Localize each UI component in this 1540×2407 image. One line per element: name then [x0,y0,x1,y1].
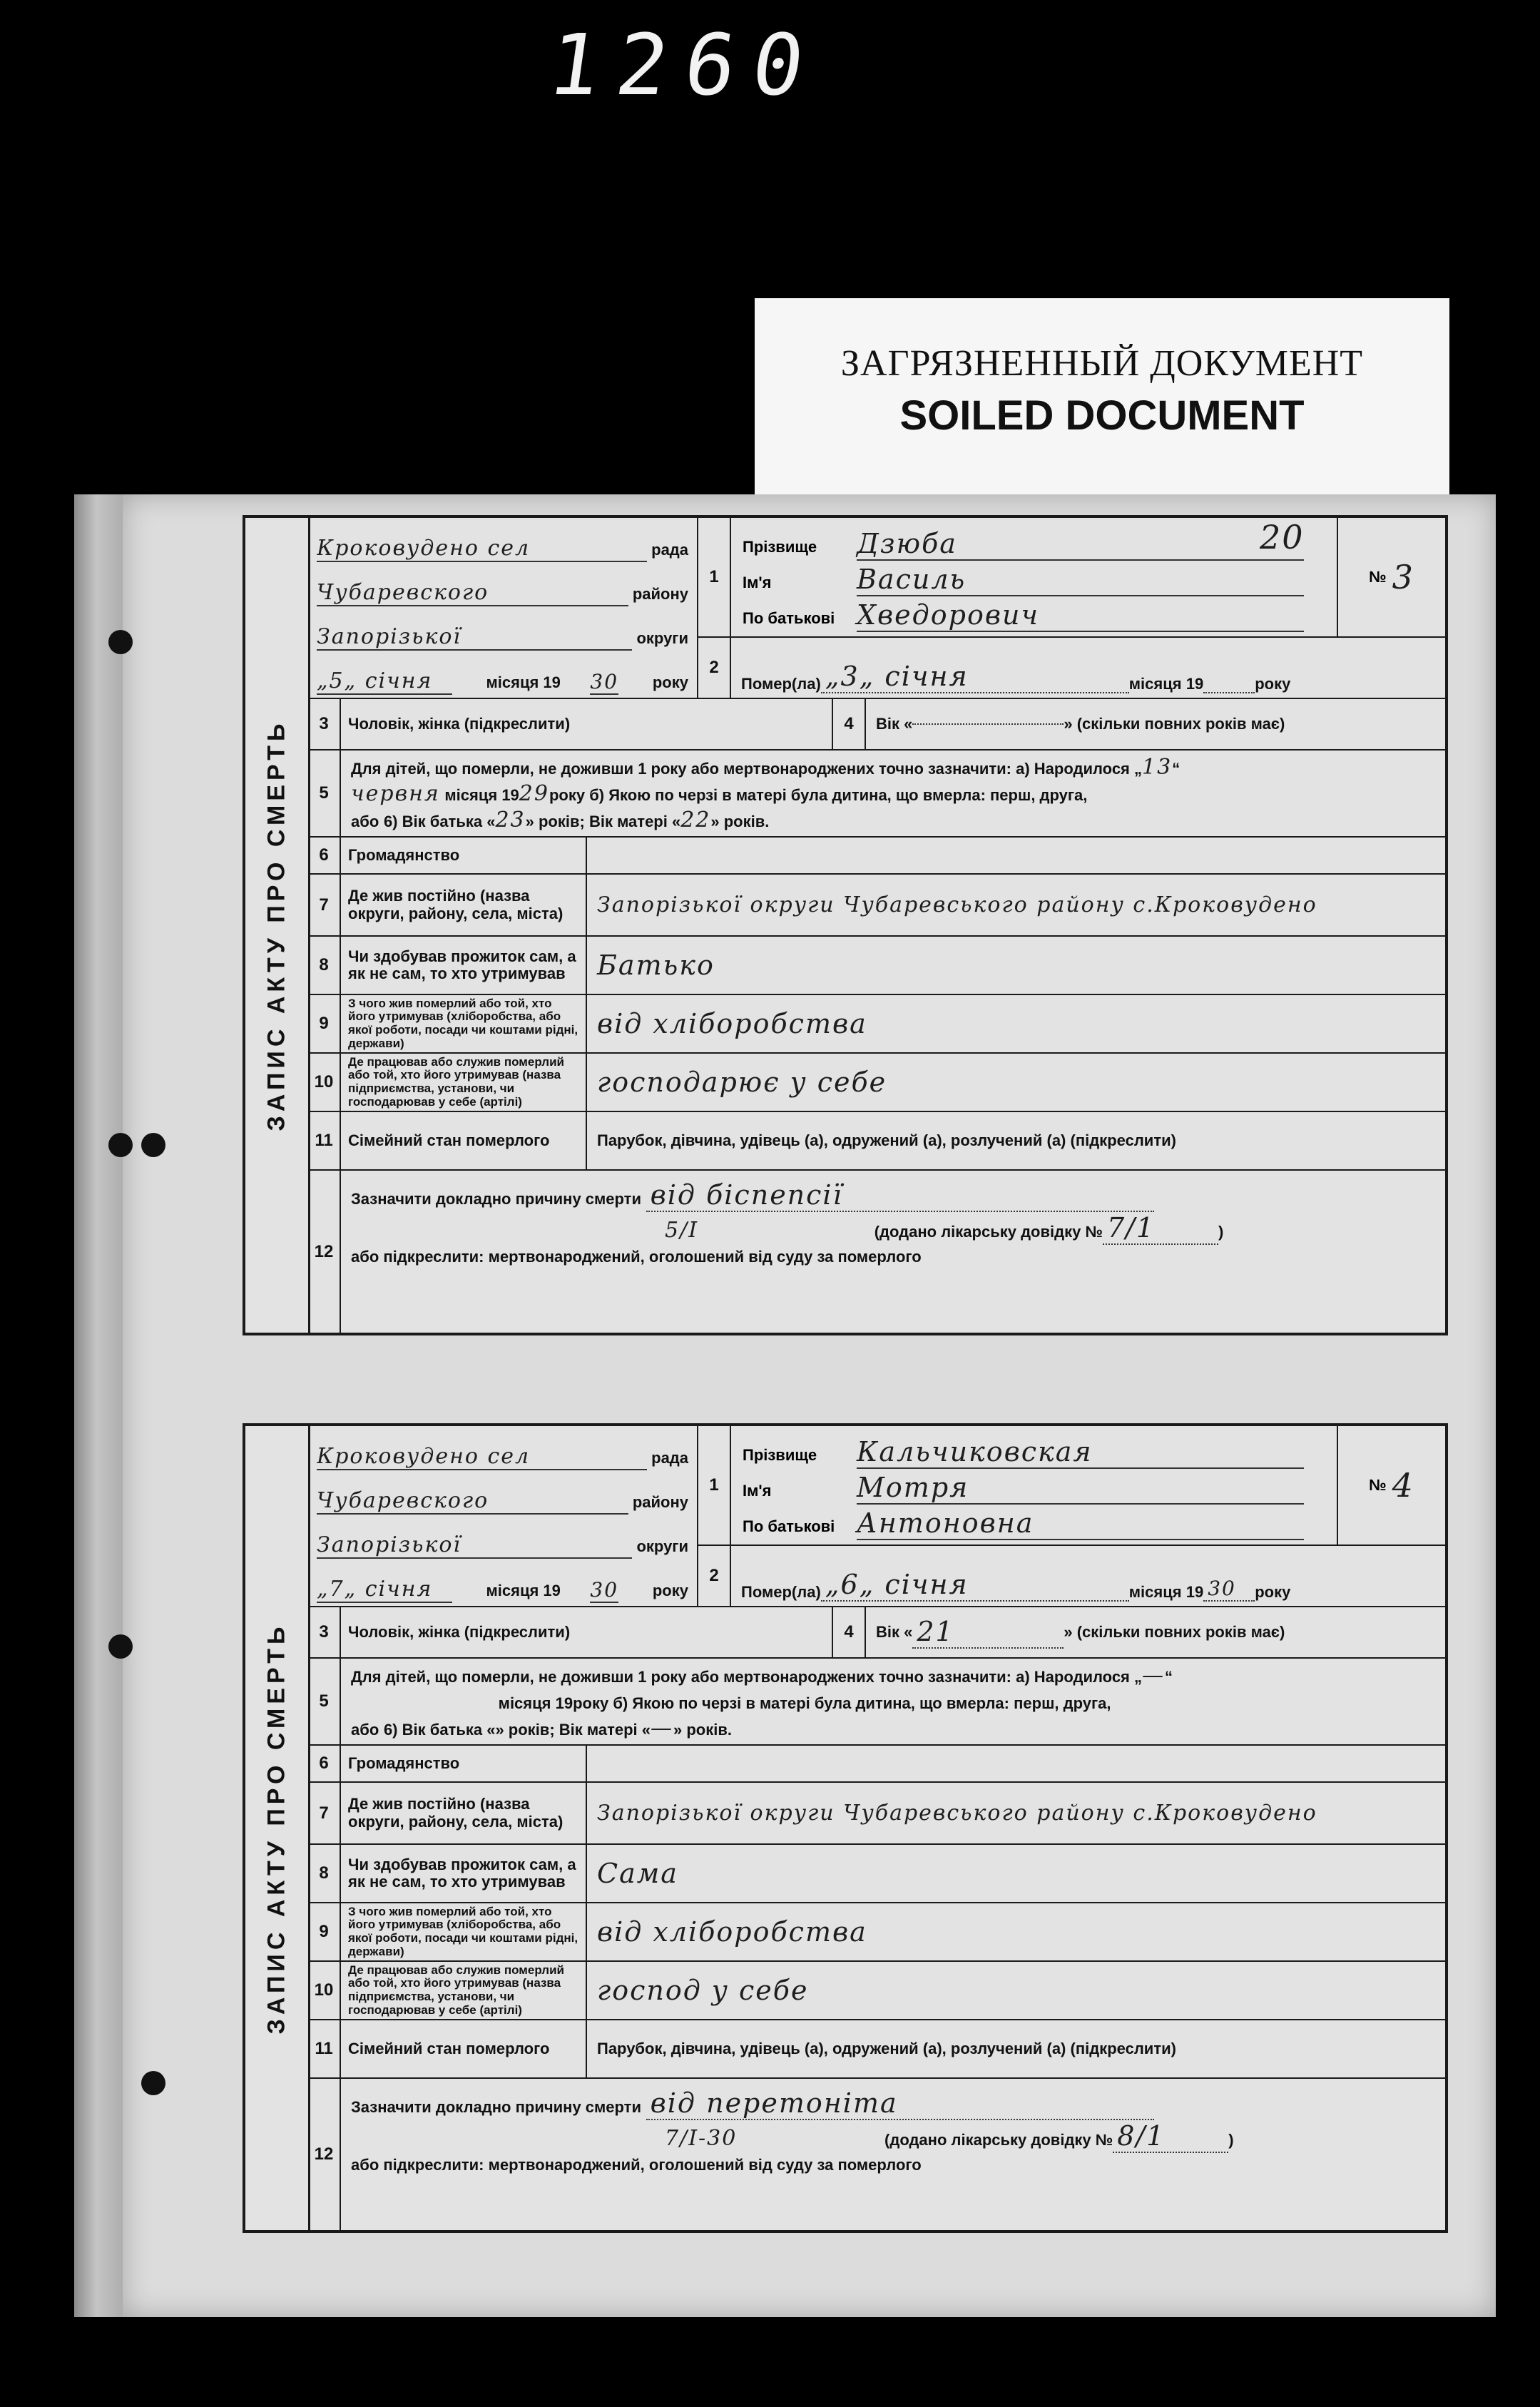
deceased-name-fields: Прізвище Дзюба Ім'я Василь По батькові Хведорович [731,518,1337,636]
death-record-2 [243,1423,1448,2233]
death-date: Помер(ла) „3„ січня місяця 19 року [741,661,1291,693]
birth-day: 13 [1142,755,1173,780]
office-village: Кроковудено сел [317,536,647,562]
registry-office: Кроковудено сел рада Чубаревского району Запорізької округи „7„ січня місяця 19 30 року [308,1426,698,1606]
father-age: 23 [495,808,526,833]
age-value [912,723,1064,725]
binding-spine [74,494,130,2317]
death-date: Помер(ла) „6„ січня місяця 19 30 року [741,1569,1291,1601]
record-number-box: № 4 [1337,1426,1445,1545]
registration-date: „5„ січня [317,668,452,695]
record-header-row: Кроковудено сел рада Чубаревского району Запорізької округи „7„ січня місяця 19 30 року 1 Прізвище Кальчиковская Ім'я Мотря По батькові Антоновна № 4 2 Помер(ла) „6„ січня місяця 19 30 року [308,1426,1445,1607]
row-infant-details: 5 Для дітей, що померли, не доживши 1 року або мертвонароджених точно зазначити: а) Народилося „13“ червня місяця 1929року б) Якою по черзі в матері була дитина, що вмерла: перш, друга, або 6) Вік батька «23» років; Вік матері «22» років. [308,750,1445,838]
office-district: Чубаревского [317,580,628,606]
work-value: господарює у себе [597,1067,887,1098]
record-number-box: 20 № 3 [1337,518,1445,636]
sequence-mark: 20 [1260,518,1305,556]
office-village: Кроковудено сел [317,1444,647,1470]
office-region: Запорізької [317,1532,632,1559]
archive-number: 1260 [542,16,827,114]
record-vertical-title: ЗАПИС АКТУ ПРО СМЕРТЬ [245,518,310,1333]
row-supported-by: 8 Чи здобував прожиток сам, а як не сам, то хто утримував Сама [308,1845,1445,1903]
row-cause-of-death: 12 Зазначити докладно причину смерти від перетоніта 7/I-30 (додано лікарську довідку № 8/1 ) або підкреслити: мертвонароджений, оголошений від суду за померлого [308,2079,1445,2230]
row-supported-by: 8 Чи здобував прожиток сам, а як не сам, то хто утримував Батько [308,937,1445,995]
supported-by-value: Батько [597,950,715,981]
income-value: від хліборобства [597,1008,867,1039]
registry-office: Кроковудено сел рада Чубаревского району Запорізької округи „5„ січня місяця 19 30 року [308,518,698,698]
record-vertical-title: ЗАПИС АКТУ ПРО СМЕРТЬ [245,1426,310,2230]
patronymic: Антоновна [857,1507,1304,1540]
cause-value: від біспепсії [646,1179,1154,1212]
soiled-label-ru: ЗАГРЯЗНЕННЫЙ ДОКУМЕНТ [840,343,1364,384]
given-name: Мотря [857,1472,1304,1505]
surname: Кальчиковская [857,1436,1304,1469]
row-citizenship: 6 Громадянство [308,838,1445,875]
record-number: 4 [1392,1466,1414,1505]
record-number: 3 [1392,558,1414,596]
work-value: господ у себе [597,1975,809,2006]
row-work: 10 Де працював або служив померлий або той, хто його утримував (назва підприємства, установи, чи господарював у себе (артілі) господ у себе [308,1962,1445,2020]
cause-value: від перетоніта [646,2087,1154,2120]
age-value: 21 [912,1616,1064,1649]
punch-hole [108,1133,133,1157]
patronymic: Хведорович [857,599,1304,632]
row-marital-status: 11 Сімейний стан померлого Парубок, дівчина, удівець (а), одружений (а), розлучений (а) (підкреслити) [308,2020,1445,2079]
deceased-name-fields: Прізвище Кальчиковская Ім'я Мотря По батькові Антоновна [731,1426,1337,1545]
income-value: від хліборобства [597,1916,867,1948]
soiled-label-en: SOILED DOCUMENT [899,392,1305,439]
row-work: 10 Де працював або служив померлий або той, хто його утримував (назва підприємства, установи, чи господарював у себе (артілі) господарює у себе [308,1054,1445,1112]
birth-day: — [1142,1663,1166,1688]
residence-value: Запорізької округи Чубаревського району с.Кроковудено [597,1801,1317,1826]
cert-number: 7/1 [1103,1212,1218,1245]
cert-number: 8/1 [1113,2120,1228,2153]
row-infant-details: 5 Для дітей, що померли, не доживши 1 року або мертвонароджених точно зазначити: а) Народилося „—“ місяця 19року б) Якою по черзі в матері була дитина, що вмерла: перш, друга, або 6) Вік батька «» років; Вік матері «—» років. [308,1659,1445,1746]
birth-month: червня [351,781,440,807]
mother-age: 22 [680,808,711,833]
punch-hole [141,2071,165,2095]
registration-date: „7„ січня [317,1577,452,1603]
row-sex-age: 3 Чоловік, жінка (підкреслити) 4 Вік « » (скільки повних років має) [308,699,1445,750]
surname: Дзюба [857,528,1304,561]
punch-hole [108,630,133,654]
row-income: 9 З чого жив померлий або той, хто його утримував (хліборобства, або якої роботи, посади чи коштами рідні, держави) від хліборобства [308,1903,1445,1962]
row-income: 9 З чого жив померлий або той, хто його утримував (хліборобства, або якої роботи, посади чи коштами рідні, держави) від хліборобства [308,995,1445,1054]
death-record-1 [243,515,1448,1335]
residence-value: Запорізької округи Чубаревського району с.Кроковудено [597,892,1317,917]
row-residence: 7 Де жив постійно (назва округи, району, села, міста) Запорізької округи Чубаревського району с.Кроковудено [308,1783,1445,1845]
office-region: Запорізької [317,624,632,651]
row-citizenship: 6 Громадянство [308,1746,1445,1783]
row-marital-status: 11 Сімейний стан померлого Парубок, дівчина, удівець (а), одружений (а), розлучений (а) (підкреслити) [308,1112,1445,1171]
mother-age: — [651,1716,674,1741]
row-cause-of-death: 12 Зазначити докладно причину смерти від біспепсії 5/I (додано лікарську довідку № 7/1 ) або підкреслити: мертвонароджений, оголошений від суду за померлого [308,1171,1445,1333]
punch-hole [108,1634,133,1659]
office-district: Чубаревского [317,1488,628,1515]
row-residence: 7 Де жив постійно (назва округи, району, села, міста) Запорізької округи Чубаревського району с.Кроковудено [308,875,1445,937]
record-header-row: Кроковудено сел рада Чубаревского району Запорізької округи „5„ січня місяця 19 30 року 1 Прізвище Дзюба Ім'я Василь По батькові Хведорович 20 № 3 2 Помер(ла) „3„ січня місяця 19 року [308,518,1445,699]
soiled-document-label [755,298,1449,502]
punch-hole [141,1133,165,1157]
supported-by-value: Сама [597,1858,678,1889]
given-name: Василь [857,564,1304,596]
row-sex-age: 3 Чоловік, жінка (підкреслити) 4 Вік « 21 » (скільки повних років має) [308,1607,1445,1659]
